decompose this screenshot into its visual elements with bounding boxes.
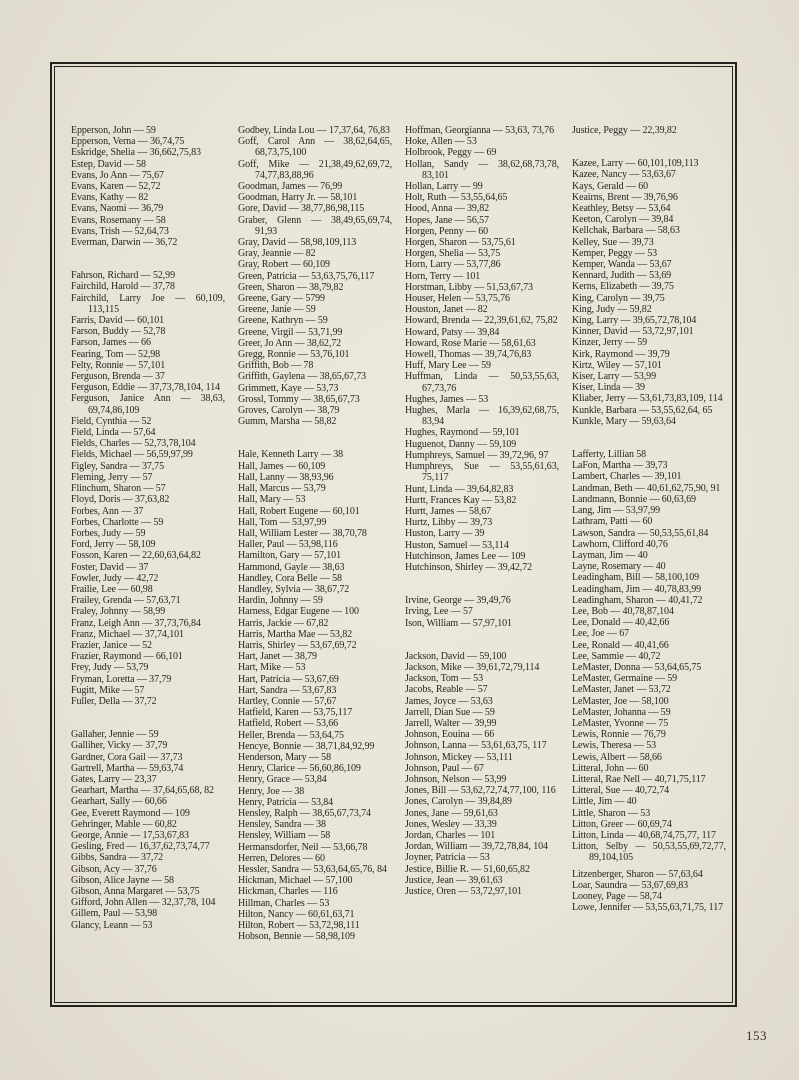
- index-entry: Evans, Kathy — 82: [71, 192, 149, 204]
- index-entry: Frailey, Grenda — 57,63,71: [71, 595, 181, 607]
- index-entry: Landmann, Bonnie — 60,63,69: [572, 493, 696, 505]
- index-entry: Hopes, Jane — 56,57: [405, 214, 489, 226]
- index-entry: Kirtz, Wiley — 57,101: [572, 359, 662, 371]
- index-entry: Greene, Janie — 59: [238, 304, 316, 316]
- index-entry: Hickman, Charles — 116: [238, 886, 338, 898]
- index-letter-group: [238, 125, 392, 427]
- index-entry: Goff, Mike — 21,38,49,62,69,72, 74,77,83,88,96: [238, 158, 392, 181]
- index-entry: Franz, Leigh Ann — 37,73,76,84: [71, 617, 201, 629]
- index-entry: Hensley, Sandra — 38: [238, 819, 326, 831]
- index-entry: Keeton, Carolyn — 39,84: [572, 214, 674, 226]
- index-entry: Hollan, Sandy — 38,62,68,73,78, 83,101: [405, 158, 559, 181]
- index-entry: Hilton, Nancy — 60,61,63,71: [238, 908, 355, 920]
- index-entry: Gregg, Ronnie — 53,76,101: [238, 349, 350, 361]
- index-entry: Kemper, Wanda — 53,67: [572, 259, 672, 271]
- index-entry: Hamilton, Gary — 57,101: [238, 550, 341, 562]
- index-entry: Howard, Patsy — 39,84: [405, 326, 500, 338]
- index-entry: Green, Sharon — 38,79,82: [238, 281, 344, 293]
- index-entry: Jackson, Tom — 53: [405, 673, 483, 685]
- index-entry: Harris, Martha Mae — 53,82: [238, 628, 353, 640]
- index-entry: Heller, Brenda — 53,64,75: [238, 729, 344, 741]
- index-entry: Hensley, William — 58: [238, 830, 331, 842]
- index-letter-group: [572, 125, 726, 136]
- index-entry: Hatfield, Robert — 53,66: [238, 718, 339, 730]
- index-entry: Justice, Oren — 53,72,97,101: [405, 886, 522, 897]
- index-entry: Forbes, Charlotte — 59: [71, 516, 164, 528]
- index-entry: Gray, Jeannie — 82: [238, 248, 316, 260]
- index-entry: Litteral, John — 60: [572, 762, 649, 774]
- index-entry: Ferguson, Janice Ann — 38,63, 69,74,86,109: [71, 393, 225, 416]
- index-entry: Leadingham, Bill — 58,100,109: [572, 572, 700, 584]
- index-entry: Hughes, James — 53: [405, 393, 489, 405]
- index-entry: Epperson, Verna — 36,74,75: [71, 136, 185, 148]
- index-entry: Hardin, Johnny — 59: [238, 595, 323, 607]
- index-entry: Handley, Cora Belle — 58: [238, 572, 342, 584]
- index-entry: Jordan, William — 39,72,78,84, 104: [405, 841, 548, 853]
- index-entry: Greene, Gary — 5799: [238, 293, 325, 305]
- index-entry: Lambert, Charles — 39,101: [572, 471, 682, 483]
- index-entry: Johnson, Mickey — 53,111: [405, 751, 513, 763]
- index-entry: Glancy, Leann — 53: [71, 919, 153, 931]
- index-entry: Lewis, Albert — 58,66: [572, 751, 662, 763]
- index-column: [405, 125, 559, 942]
- index-entry: Kelley, Sue — 39,73: [572, 236, 654, 248]
- page-number: 153: [746, 1028, 767, 1043]
- index-entry: Kemper, Peggy — 53: [572, 247, 658, 259]
- index-entry: Hale, Kenneth Larry — 38: [238, 449, 344, 461]
- index-entry: Lewis, Ronnie — 76,79: [572, 729, 666, 741]
- index-entry: Henry, Patricia — 53,84: [238, 796, 334, 808]
- index-entry: Lafferty, Lillian 58: [572, 449, 647, 461]
- index-entry: Graber, Glenn — 38,49,65,69,74, 91,93: [238, 214, 392, 237]
- index-entry: Huff, Mary Lee — 59: [405, 360, 491, 372]
- index-entry: Griffith, Gaylena — 38,65,67,73: [238, 371, 367, 383]
- index-entry: Layne, Rosemary — 40: [572, 561, 666, 573]
- index-entry: Hall, William Lester — 38,70,78: [238, 527, 367, 539]
- index-entry: Hutchinson, James Lee — 109: [405, 550, 526, 562]
- index-entry: Hessler, Sandra — 53,63,64,65,76, 84: [238, 864, 387, 875]
- index-entry: Horgen, Penny — 60: [405, 225, 489, 237]
- index-entry: Haller, Paul — 53,98,116: [238, 539, 338, 551]
- index-entry: Farson, Buddy — 52,78: [71, 326, 166, 338]
- index-entry: Hickman, Michael — 57,100: [238, 875, 353, 887]
- index-entry: Jordan, Charles — 101: [405, 829, 496, 841]
- index-entry: Johnson, Eouina — 66: [405, 729, 495, 741]
- index-entry: Hall, Lanny — 38,93,96: [238, 471, 334, 483]
- index-entry: Jackson, David — 59,100: [405, 650, 507, 662]
- index-entry: Gates, Larry — 23,37: [71, 773, 157, 785]
- index-entry: Hall, Robert Eugene — 60,101: [238, 505, 360, 517]
- index-entry: Fuller, Della — 37,72: [71, 695, 157, 707]
- index-entry: Huston, Larry — 39: [405, 528, 485, 540]
- index-entry: Ford, Jerry — 58,109: [71, 539, 156, 551]
- index-entry: Hughes, Raymond — 59,101: [405, 427, 520, 439]
- index-entry: Frazier, Raymond — 66,101: [71, 651, 183, 663]
- index-entry: Gibson, Acy — 37,76: [71, 863, 157, 875]
- index-entry: Grossl, Tommy — 38,65,67,73: [238, 393, 360, 405]
- index-entry: Gee, Everett Raymond — 109: [71, 807, 190, 819]
- index-entry: Fosson, Karen — 22,60,63,64,82: [71, 550, 201, 562]
- index-entry: Kirk, Raymond — 39,79: [572, 348, 670, 360]
- index-entry: Lewis, Theresa — 53: [572, 740, 657, 752]
- index-entry: Hart, Patricia — 53,67,69: [238, 673, 339, 685]
- index-entry: Jones, Carolyn — 39,84,89: [405, 796, 512, 808]
- index-entry: Holt, Ruth — 53,55,64,65: [405, 192, 508, 204]
- index-entry: Kellchak, Barbara — 58,63: [572, 225, 680, 237]
- index-entry: Hatfield, Karen — 53,75,117: [238, 707, 353, 719]
- index-entry: Floyd, Doris — 37,63,82: [71, 494, 170, 506]
- index-entry: Hoffman, Georgianna — 53,63, 73,76: [405, 125, 554, 136]
- index-entry: Hughes, Marla — 16,39,62,68,75, 83,94: [405, 405, 559, 428]
- index-entry: Lang, Jim — 53,97,99: [572, 505, 660, 517]
- index-entry: Hartley, Connie — 57,67: [238, 695, 337, 707]
- index-entry: Herren, Delores — 60: [238, 852, 325, 864]
- index-entry: Harness, Edgar Eugene — 100: [238, 606, 359, 618]
- index-entry: LeMaster, Janet — 53,72: [572, 684, 671, 696]
- index-entry: Huffman, Linda — 50,53,55,63, 67,73,76: [405, 371, 559, 394]
- index-entry: Hammond, Gayle — 38,63: [238, 561, 345, 573]
- index-entry: Gray, David — 58,98,109,113: [238, 237, 357, 249]
- index-letter-group: [71, 270, 225, 707]
- index-entry: Litteral, Sue — 40,72,74: [572, 785, 670, 797]
- index-entry: Hood, Anna — 39,82: [405, 203, 490, 215]
- index-entry: Gehringer, Mable — 60,82: [71, 818, 177, 830]
- index-entry: Kennard, Judith — 53,69: [572, 270, 672, 282]
- index-entry: Kiser, Linda — 39: [572, 382, 645, 394]
- index-entry: Handley, Sylvia — 38,67,72: [238, 583, 350, 595]
- index-entry: Fields, Charles — 52,73,78,104: [71, 438, 196, 450]
- index-entry: Farson, James — 66: [71, 337, 151, 349]
- index-entry: Jackson, Mike — 39,61,72,79,114: [405, 661, 540, 673]
- index-entry: James, Joyce — 53,63: [405, 695, 493, 707]
- index-entry: Houston, Janet — 82: [405, 304, 488, 316]
- index-entry: Keathley, Betsy — 53,64: [572, 203, 671, 215]
- index-entry: Forbes, Judy — 59: [71, 527, 146, 539]
- index-entry: Johnson, Lanna — 53,61,63,75, 117: [405, 740, 547, 752]
- index-letter-group: [71, 125, 225, 248]
- index-entry: Gillem, Paul — 53,98: [71, 908, 158, 920]
- index-entry: Franz, Michael — 37,74,101: [71, 628, 184, 640]
- index-entry: Lee, Sammie — 40,72: [572, 650, 661, 662]
- index-entry: Gore, David — 38,77,86,98,115: [238, 203, 365, 215]
- index-entry: LeMaster, Joe — 58,100: [572, 695, 669, 707]
- index-entry: Justice, Jean — 39,61,63: [405, 874, 503, 886]
- index-entry: Jarrell, Walter — 39,99: [405, 717, 497, 729]
- index-entry: Figley, Sandra — 37,75: [71, 460, 164, 472]
- index-entry: Evans, Naomi — 36,79: [71, 203, 164, 215]
- index-entry: Kinzer, Jerry — 59: [572, 337, 647, 349]
- index-entry: Looney, Page — 58,74: [572, 891, 662, 902]
- index-entry: Epperson, John — 59: [71, 125, 156, 136]
- index-entry: Hensley, Ralph — 38,65,67,73,74: [238, 807, 371, 819]
- index-entry: Hart, Janet — 38,79: [238, 651, 317, 663]
- index-entry: Hollan, Larry — 99: [405, 181, 483, 193]
- index-entry: Kazee, Larry — 60,101,109,113: [572, 158, 699, 170]
- index-entry: LeMaster, Donna — 53,64,65,75: [572, 661, 702, 673]
- index-entry: LeMaster, Germaine — 59: [572, 673, 678, 685]
- index-entry: Johnson, Nelson — 53,99: [405, 773, 507, 785]
- index-entry: Gartrell, Martha — 59,63,74: [71, 762, 184, 774]
- index-entry: Horn, Larry — 53,77,86: [405, 259, 501, 271]
- index-columns: [71, 125, 726, 942]
- index-entry: Joyner, Patricia — 53: [405, 852, 490, 864]
- index-entry: Fahrson, Richard — 52,99: [71, 270, 175, 282]
- index-entry: Frailie, Lee — 60,98: [71, 583, 153, 595]
- index-entry: Green, Patricia — 53,63,75,76,117: [238, 270, 375, 282]
- index-entry: Hart, Mike — 53: [238, 662, 306, 674]
- index-entry: Everman, Darwin — 36,72: [71, 237, 178, 249]
- index-entry: Landman, Beth — 40,61,62,75,90, 91: [572, 482, 721, 494]
- index-entry: Howard, Brenda — 22,39,61,62, 75,82: [405, 315, 558, 327]
- index-column: [71, 125, 225, 942]
- index-entry: Greene, Kathryn — 59: [238, 315, 328, 327]
- index-entry: Irving, Lee — 57: [405, 606, 473, 618]
- index-entry: Hillman, Charles — 53: [238, 897, 330, 909]
- index-entry: Gray, Robert — 60,109: [238, 259, 330, 271]
- index-entry: Forbes, Ann — 37: [71, 505, 144, 517]
- index-entry: Gardner, Cora Gail — 37,73: [71, 751, 183, 763]
- index-entry: Justice, Peggy — 22,39,82: [572, 125, 677, 136]
- index-entry: Hurtt, James — 58,67: [405, 505, 492, 517]
- index-entry: Johnson, Paul — 67: [405, 762, 484, 774]
- index-entry: Gesling, Fred — 16,37,62,73,74,77: [71, 841, 210, 853]
- index-entry: LeMaster, Yvonne — 75: [572, 717, 669, 729]
- index-letter-group: [405, 651, 559, 897]
- index-entry: Humphreys, Samuel — 39,72,96, 97: [405, 449, 549, 461]
- index-entry: Field, Cynthia — 52: [71, 415, 152, 427]
- index-letter-group: [572, 869, 726, 914]
- index-entry: Gearhart, Martha — 37,64,65,68, 82: [71, 785, 214, 797]
- index-entry: Leadingham, Jim — 40,78,83,99: [572, 583, 702, 595]
- index-entry: Hurtt, Frances Kay — 53,82: [405, 494, 517, 506]
- index-entry: Kliaber, Jerry — 53,61,73,83,109, 114: [572, 393, 723, 405]
- index-letter-group: [238, 449, 392, 942]
- index-entry: Farris, David — 60,101: [71, 315, 165, 327]
- index-entry: Holbrook, Peggy — 69: [405, 147, 497, 159]
- index-entry: Fairchild, Harold — 37,78: [71, 281, 175, 293]
- index-entry: Goff, Carol Ann — 38,62,64,65, 68,73,75,100: [238, 136, 392, 159]
- index-entry: Fields, Michael — 56,59,97,99: [71, 449, 193, 461]
- index-entry: Gibson, Alice Jayne — 58: [71, 874, 174, 886]
- index-entry: Lee, Bob — 40,78,87,104: [572, 605, 674, 617]
- index-entry: Horstman, Libby — 51,53,67,73: [405, 281, 533, 293]
- index-entry: Gallaher, Jennie — 59: [71, 729, 159, 741]
- index-entry: Kiser, Larry — 53,99: [572, 371, 656, 383]
- index-entry: Ison, William — 57,97,101: [405, 617, 512, 629]
- index-entry: Houser, Helen — 53,75,76: [405, 293, 510, 305]
- index-entry: Fairchild, Larry Joe — 60,109, 113,115: [71, 292, 225, 315]
- index-entry: Grimmett, Kaye — 53,73: [238, 382, 339, 394]
- index-entry: Ferguson, Brenda — 37: [71, 371, 165, 383]
- index-entry: Hencye, Bonnie — 38,71,84,92,99: [238, 740, 375, 752]
- index-entry: King, Larry — 39,65,72,78,104: [572, 315, 697, 327]
- index-entry: Frazier, Janice — 52: [71, 639, 152, 651]
- index-entry: Hart, Sandra — 53,67,83: [238, 684, 337, 696]
- index-entry: Galliher, Vicky — 37,79: [71, 740, 168, 752]
- index-entry: Henry, Grace — 53,84: [238, 774, 327, 786]
- index-entry: Frey, Judy — 53,79: [71, 662, 149, 674]
- index-entry: Felty, Ronnie — 57,101: [71, 359, 166, 371]
- index-entry: Evans, Trish — 52,64,73: [71, 225, 169, 237]
- index-entry: Hall, James — 60,109: [238, 460, 326, 472]
- index-entry: Fowler, Judy — 42,72: [71, 572, 159, 584]
- index-entry: Field, Linda — 57,64: [71, 427, 156, 439]
- index-entry: Henry, Joe — 38: [238, 785, 305, 797]
- index-entry: Loar, Saundra — 53,67,69,83: [572, 879, 689, 891]
- index-entry: Evans, Karen — 52,72: [71, 181, 161, 193]
- index-entry: Goodman, Harry Jr. — 58,101: [238, 192, 358, 204]
- index-letter-group: [572, 449, 726, 864]
- index-entry: Howell, Thomas — 39,74,76,83: [405, 349, 532, 361]
- index-entry: Lawhorn, Clifford 40,76: [572, 538, 668, 550]
- index-entry: Humphreys, Sue — 53,55,61,63, 75,117: [405, 461, 559, 484]
- index-entry: Lee, Ronald — 40,41,66: [572, 639, 669, 651]
- index-entry: Goodman, James — 76,99: [238, 181, 343, 193]
- index-entry: Jones, Jane — 59,61,63: [405, 807, 498, 819]
- index-entry: Eskridge, Shelia — 36,662,75,83: [71, 147, 201, 159]
- index-entry: Fleming, Jerry — 57: [71, 471, 153, 483]
- index-entry: Irvine, George — 39,49,76: [405, 595, 511, 607]
- index-entry: Harris, Shirley — 53,67,69,72: [238, 639, 357, 651]
- index-entry: Huston, Samuel — 53,114: [405, 539, 509, 551]
- index-letter-group: [405, 595, 559, 629]
- index-entry: Hunt, Linda — 39,64,82,83: [405, 483, 514, 495]
- index-entry: Jones, Wesley — 33,39: [405, 818, 497, 830]
- index-column: [238, 125, 392, 942]
- index-entry: Hall, Mary — 53: [238, 494, 306, 506]
- index-entry: LeMaster, Johanna — 59: [572, 706, 671, 718]
- index-entry: Hall, Marcus — 53,79: [238, 483, 326, 495]
- index-entry: Horgen, Shelia — 53,75: [405, 248, 501, 260]
- index-entry: Howard, Rose Marie — 58,61,63: [405, 337, 536, 349]
- index-column: [572, 125, 726, 942]
- index-entry: Kays, Gerald — 60: [572, 180, 649, 192]
- index-entry: Horgen, Sharon — 53,75,61: [405, 237, 516, 249]
- index-entry: Henderson, Mary — 58: [238, 751, 331, 763]
- index-entry: Layman, Jim — 40: [572, 549, 648, 561]
- index-entry: Hutchinson, Shirley — 39,42,72: [405, 561, 532, 573]
- index-entry: Kazee, Nancy — 53,63,67: [572, 169, 676, 181]
- index-entry: Keairns, Brent — 39,76,96: [572, 191, 678, 203]
- page-border-frame: [50, 62, 737, 1007]
- index-entry: Little, Sharon — 53: [572, 807, 651, 819]
- index-entry: Little, Jim — 40: [572, 796, 637, 808]
- index-entry: Litzenberger, Sharon — 57,63,64: [572, 868, 703, 880]
- index-entry: Hilton, Robert — 53,72,98,111: [238, 920, 360, 932]
- index-entry: Gibbs, Sandra — 37,72: [71, 852, 164, 864]
- index-letter-group: [405, 125, 559, 573]
- index-entry: Hoke, Allen — 53: [405, 136, 477, 148]
- index-entry: Jacobs, Reable — 57: [405, 684, 488, 696]
- index-entry: Litton, Greer — 60,69,74: [572, 818, 672, 830]
- index-entry: Kerns, Elizabeth — 39,75: [572, 281, 674, 293]
- index-entry: Lee, Donald — 40,42,66: [572, 617, 670, 629]
- index-entry: Fugitt, Mike — 57: [71, 684, 145, 696]
- index-entry: Greer, Jo Ann — 38,62,72: [238, 337, 342, 349]
- index-entry: Godbey, Linda Lou — 17,37,64, 76,83: [238, 125, 390, 136]
- index-entry: Horn, Terry — 101: [405, 270, 481, 282]
- index-entry: George, Annie — 17,53,67,83: [71, 829, 189, 841]
- index-entry: Lowe, Jennifer — 53,55,63,71,75, 117: [572, 902, 724, 914]
- index-entry: Huguenot, Danny — 59,109: [405, 438, 517, 450]
- index-entry: Henry, Clarice — 56,60,86,109: [238, 763, 361, 775]
- index-entry: Litton, Selby — 50,53,55,69,72,77, 89,104,105: [572, 841, 726, 864]
- index-entry: Jones, Bill — 53,62,72,74,77,100, 116: [405, 785, 556, 797]
- index-entry: Kunkle, Barbara — 53,55,62,64, 65: [572, 404, 713, 416]
- index-entry: Hurtz, Libby — 39,73: [405, 517, 493, 529]
- index-entry: Jarrell, Dian Sue — 59: [405, 706, 495, 718]
- index-entry: Hall, Tom — 53,97,99: [238, 516, 327, 528]
- index-entry: Kinner, David — 53,72,97,101: [572, 326, 694, 338]
- index-entry: Litton, Linda — 40,68,74,75,77, 117: [572, 829, 716, 841]
- index-entry: Harris, Jackie — 67,82: [238, 617, 329, 629]
- index-entry: Fearing, Tom — 52,98: [71, 348, 161, 360]
- index-entry: Evans, Jo Ann — 75,67: [71, 169, 164, 181]
- index-entry: Lathram, Patti — 60: [572, 516, 653, 528]
- index-letter-group: [71, 729, 225, 931]
- index-entry: Evans, Rosemany — 58: [71, 214, 166, 226]
- index-entry: Griffith, Bob — 78: [238, 360, 314, 372]
- index-letter-group: [572, 158, 726, 427]
- index-entry: Foster, David — 37: [71, 561, 149, 573]
- index-entry: Estep, David — 58: [71, 158, 146, 170]
- page-border-inner: [54, 66, 733, 1003]
- index-entry: Lee, Joe — 67: [572, 628, 630, 640]
- index-entry: Hobson, Bennie — 58,98,109: [238, 931, 355, 943]
- index-entry: Leadingham, Sharon — 40,41,72: [572, 594, 703, 606]
- index-entry: LaFon, Martha — 39,73: [572, 460, 668, 472]
- index-entry: Gifford, John Allen — 32,37,78, 104: [71, 897, 216, 909]
- index-entry: Greene, Virgil — 53,71,99: [238, 326, 343, 338]
- index-entry: Groves, Carolyn — 38,79: [238, 405, 340, 417]
- index-entry: Gumm, Marsha — 58,82: [238, 416, 337, 428]
- index-entry: Ferguson, Eddie — 37,73,78,104, 114: [71, 382, 220, 394]
- index-entry: Flinchum, Sharon — 57: [71, 483, 166, 495]
- index-entry: Kunkle, Mary — 59,63,64: [572, 415, 676, 427]
- index-entry: Hermansdorfer, Neil — 53,66,78: [238, 841, 368, 853]
- index-entry: Fraley, Johnny — 58,99: [71, 606, 166, 618]
- index-entry: Fryman, Loretta — 37,79: [71, 673, 172, 685]
- index-entry: Jestice, Billie R. — 51,60,65,82: [405, 863, 530, 875]
- index-entry: King, Carolyn — 39,75: [572, 292, 665, 304]
- index-entry: Lawson, Sandra — 50,53,55,61,84: [572, 527, 709, 539]
- index-entry: King, Judy — 59,82: [572, 303, 652, 315]
- index-entry: Litteral, Rae Nell — 40,71,75,117: [572, 773, 706, 785]
- index-entry: Gibson, Anna Margaret — 53,75: [71, 886, 200, 897]
- index-entry: Gearhart, Sally — 60,66: [71, 796, 167, 808]
